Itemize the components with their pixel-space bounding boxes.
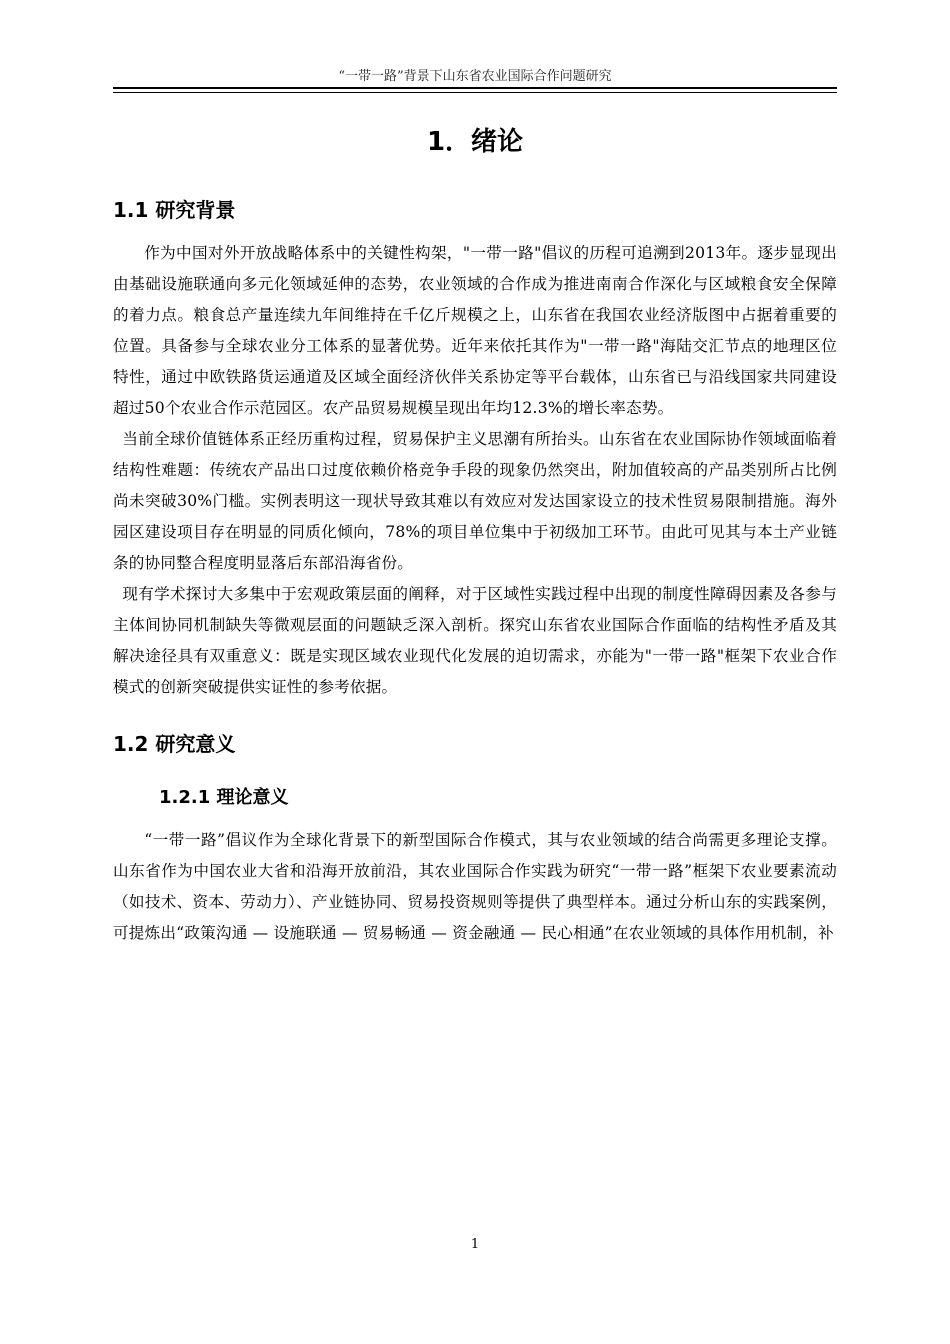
subsection-heading-theoretical-significance: 1.2.1 理论意义	[159, 787, 289, 808]
page-number: 1	[470, 1237, 480, 1252]
page-body	[113, 112, 837, 949]
section-heading-research-significance: 1.2 研究意义	[113, 732, 236, 756]
header-rule-thick	[113, 87, 837, 89]
header-rule-thin	[113, 92, 837, 93]
paragraph: 当前全球价值链体系正经历重构过程，贸易保护主义思潮有所抬头。山东省在农业国际协作领域面临着结构性难题：传统农产品出口过度依赖价格竞争手段的现象仍然突出，附加值较高的产品类别所占比例尚未突破30%门槛。实例表明这一现状导致其难以有效应对发达国家设立的技术性贸易限制措施。海外园区建设项目存在明显的同质化倾向，78%的项目单位集中于初级加工环节。由此可见其与本土产业链条的协同整合程度明显落后东部沿海省份。	[113, 430, 837, 572]
running-header: “一带一路”背景下山东省农业国际合作问题研究	[338, 69, 612, 84]
chapter-title: 1．绪论	[426, 127, 524, 157]
paragraph: “一带一路”倡议作为全球化背景下的新型国际合作模式，其与农业领域的结合尚需更多理论支撑。山东省作为中国农业大省和沿海开放前沿，其农业国际合作实践为研究“一带一路”框架下农业要素流动（如技术、资本、劳动力）、产业链协同、贸易投资规则等提供了典型样本。通过分析山东的实践案例，可提炼出“政策沟通 — 设施联通 — 贸易畅通 — 资金融通 — 民心相通”在农业领域的具体作用机制，补	[113, 831, 837, 942]
paragraph: 作为中国对外开放战略体系中的关键性构架，"一带一路"倡议的历程可追溯到2013年。逐步显现出由基础设施联通向多元化领域延伸的态势，农业领域的合作成为推进南南合作深化与区域粮食安全保障的着力点。粮食总产量连续九年间维持在千亿斤规模之上，山东省在我国农业经济版图中占据着重要的位置。具备参与全球农业分工体系的显著优势。近年来依托其作为"一带一路"海陆交汇节点的地理区位特性，通过中欧铁路货运通道及区域全面经济伙伴关系协定等平台载体，山东省已与沿线国家共同建设超过50个农业合作示范园区。农产品贸易规模呈现出年均12.3%的增长率态势。	[113, 244, 837, 417]
paragraph: 现有学术探讨大多集中于宏观政策层面的阐释，对于区域性实践过程中出现的制度性障碍因素及各参与主体间协同机制缺失等微观层面的问题缺乏深入剖析。探究山东省农业国际合作面临的结构性矛盾及其解决途径具有双重意义：既是实现区域农业现代化发展的迫切需求，亦能为"一带一路"框架下农业合作模式的创新突破提供实证性的参考依据。	[113, 585, 837, 696]
section-heading-research-background: 1.1 研究背景	[113, 198, 236, 222]
